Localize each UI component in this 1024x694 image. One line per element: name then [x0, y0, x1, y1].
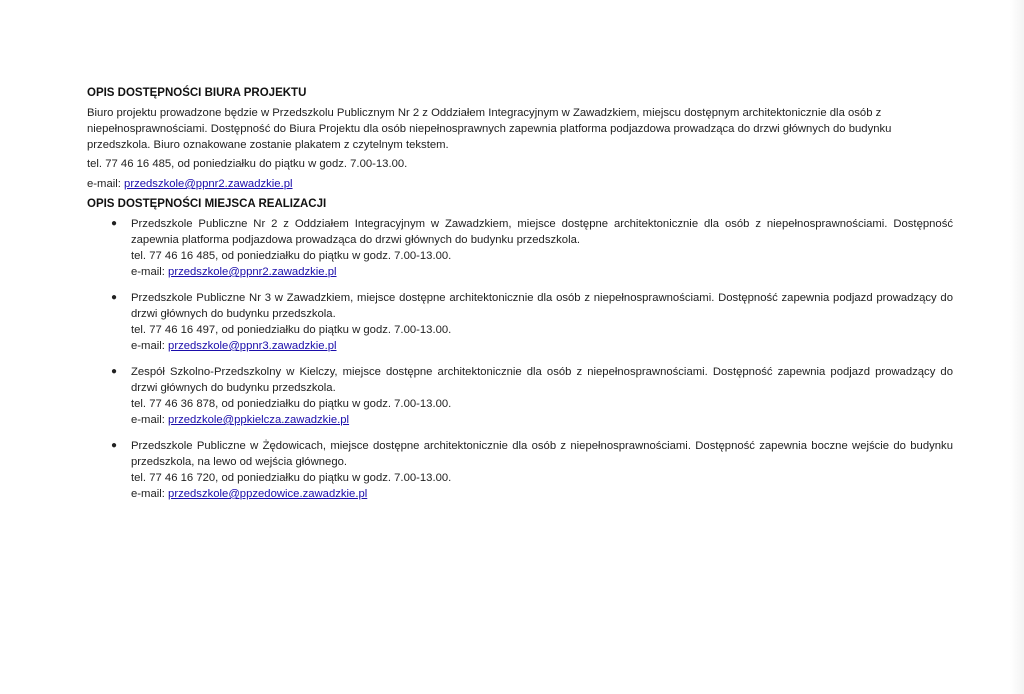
location-phone: tel. 77 46 36 878, od poniedziałku do piątku w godz. 7.00-13.00. — [131, 398, 452, 410]
location-email-link[interactable]: przedszkole@ppnr2.zawadzkie.pl — [168, 266, 337, 278]
location-email-line — [131, 486, 953, 502]
location-email-link[interactable]: przedszkole@ppnr3.zawadzkie.pl — [168, 340, 337, 352]
list-item — [87, 364, 953, 428]
office-email-link[interactable]: przedszkole@ppnr2.zawadzkie.pl — [124, 178, 293, 190]
location-phone: tel. 77 46 16 497, od poniedziałku do piątku w godz. 7.00-13.00. — [131, 324, 452, 336]
location-phone: tel. 77 46 16 720, od poniedziałku do piątku w godz. 7.00-13.00. — [131, 472, 452, 484]
location-email-line — [131, 412, 953, 428]
office-description: Biuro projektu prowadzone będzie w Przedszkolu Publicznym Nr 2 z Oddziałem Integracyjnym w Zawadzkiem, miejscu dostępnym architektonicznie dla osób z niepełnosprawnościami. Dostępność do Biura Projektu dla osób niepełnosprawnych zapewnia platforma podjazdowa prowadząca do drzwi głównych do budynku przedszkola. Biuro oznakowane zostanie plakatem z czytelnym tekstem. — [87, 107, 892, 151]
location-description: Przedszkole Publiczne Nr 3 w Zawadzkiem, miejsce dostępne architektonicznie dla osób z niepełnosprawnościami. Dostępność zapewnia podjazd prowadzący do drzwi głównych do budynku przedszkola. — [131, 292, 953, 320]
location-email-link[interactable]: przedzkole@ppkielcza.zawadzkie.pl — [168, 414, 350, 426]
location-email-label: e-mail: — [131, 266, 169, 278]
location-email-label: e-mail: — [131, 414, 169, 426]
office-section-heading: OPIS DOSTĘPNOŚCI BIURA PROJEKTU — [87, 87, 307, 99]
location-email-label: e-mail: — [131, 488, 169, 500]
list-item — [87, 290, 953, 354]
location-description: Zespół Szkolno-Przedszkolny w Kielczy, miejsce dostępne architektonicznie dla osób z niepełnosprawnościami. Dostępność zapewnia podjazd prowadzący do drzwi głównych do budynku przedszkola. — [131, 366, 953, 394]
location-email-label: e-mail: — [131, 340, 169, 352]
location-email-line — [131, 264, 953, 280]
location-email-line — [131, 338, 953, 354]
location-email-link[interactable]: przedszkole@ppzedowice.zawadzkie.pl — [168, 488, 368, 500]
page-edge-shadow — [1010, 0, 1024, 694]
bullet-icon: ● — [111, 366, 118, 377]
office-email-line — [87, 176, 953, 192]
bullet-icon: ● — [111, 218, 118, 229]
office-phone: tel. 77 46 16 485, od poniedziałku do piątku w godz. 7.00-13.00. — [87, 158, 408, 170]
location-description: Przedszkole Publiczne w Żędowicach, miejsce dostępne architektonicznie dla osób z niepełnosprawnościami. Dostępność zapewnia boczne wejście do budynku przedszkola, na lewo od wejścia głównego. — [131, 440, 953, 468]
list-item — [87, 216, 953, 280]
bullet-icon: ● — [111, 440, 118, 451]
locations-section-heading: OPIS DOSTĘPNOŚCI MIEJSCA REALIZACJI — [87, 198, 327, 210]
document-content — [87, 85, 953, 512]
list-item — [87, 438, 953, 502]
location-description: Przedszkole Publiczne Nr 2 z Oddziałem Integracyjnym w Zawadzkiem, miejsce dostępne architektonicznie dla osób z niepełnosprawnościami. Dostępność zapewnia platforma podjazdowa prowadząca do drzwi głównych do budynku przedszkola. — [131, 218, 953, 246]
locations-list — [87, 216, 953, 502]
office-email-label: e-mail: — [87, 178, 125, 190]
bullet-icon: ● — [111, 292, 118, 303]
location-phone: tel. 77 46 16 485, od poniedziałku do piątku w godz. 7.00-13.00. — [131, 250, 452, 262]
